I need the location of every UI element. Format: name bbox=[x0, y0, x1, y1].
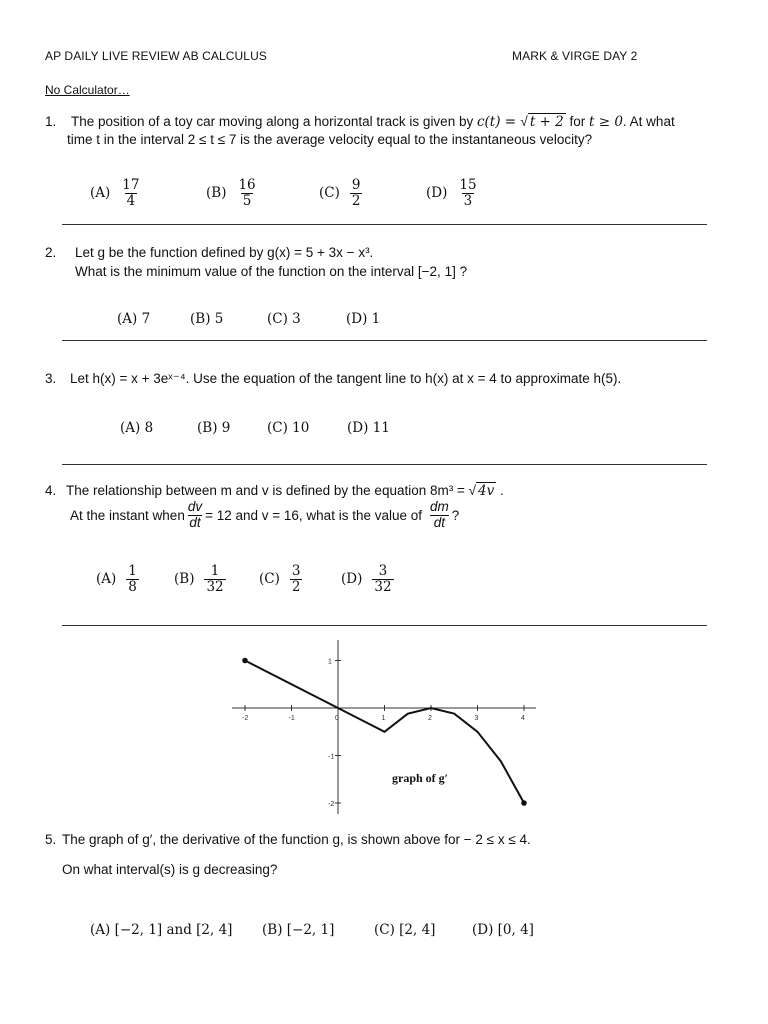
q5-choice-a: (A) [−2, 1] and [2, 4] bbox=[90, 922, 233, 938]
header-left: AP DAILY LIVE REVIEW AB CALCULUS bbox=[45, 49, 267, 63]
divider bbox=[62, 224, 707, 225]
q2-line2: What is the minimum value of the function on the interval [−2, 1] ? bbox=[75, 264, 468, 279]
q1-text-c: . At what bbox=[622, 114, 675, 129]
q5-number: 5. bbox=[45, 832, 57, 847]
q2-choice-c: (C) 3 bbox=[267, 311, 301, 327]
q4-line1 bbox=[66, 483, 504, 499]
q1-text-a: The position of a toy car moving along a horizontal track is given by bbox=[71, 114, 477, 129]
q3-line1: Let h(x) = x + 3eˣ⁻⁴. Use the equation of the tangent line to h(x) at x = 4 to approximate h(5). bbox=[70, 371, 622, 386]
denominator: dt bbox=[430, 515, 449, 531]
choice-label: (B) bbox=[174, 571, 195, 588]
q3-choice-a: (A) 8 bbox=[120, 420, 154, 436]
q2-choice-a: (A) 7 bbox=[117, 311, 151, 327]
q4-line2 bbox=[70, 500, 459, 531]
q4-choice-b bbox=[174, 564, 226, 595]
denominator: 5 bbox=[242, 192, 252, 209]
q3-number: 3. bbox=[45, 371, 57, 386]
q5-choice-d: (D) [0, 4] bbox=[472, 922, 534, 938]
denominator: 32 bbox=[206, 578, 224, 595]
q1-line2: time t in the interval 2 ≤ t ≤ 7 is the average velocity equal to the instantaneous velocity? bbox=[67, 132, 593, 147]
header-right: MARK & VIRGE DAY 2 bbox=[512, 49, 638, 63]
q4-text-b: . bbox=[496, 483, 504, 498]
choice-label: (A) bbox=[90, 185, 111, 202]
q5-line2: On what interval(s) is g decreasing? bbox=[62, 862, 278, 877]
choice-fraction bbox=[350, 178, 363, 209]
y-tick-label: 1 bbox=[328, 658, 332, 666]
q2-number: 2. bbox=[45, 245, 57, 260]
choice-label: (C) bbox=[319, 185, 340, 202]
choice-fraction bbox=[126, 564, 139, 595]
choice-fraction bbox=[457, 178, 478, 209]
x-tick-label: 3 bbox=[474, 715, 479, 722]
choice-label: (D) bbox=[426, 185, 448, 202]
choice-fraction bbox=[290, 564, 303, 595]
q1-choice-d bbox=[426, 178, 479, 209]
q4-sqrt-arg: 4v bbox=[478, 483, 495, 499]
q4-choice-d bbox=[341, 564, 394, 595]
denominator: 8 bbox=[128, 578, 137, 595]
q1-number: 1. bbox=[45, 114, 57, 129]
denominator: dt bbox=[189, 514, 201, 530]
denominator: 32 bbox=[374, 578, 392, 595]
q1-line1 bbox=[71, 114, 675, 130]
choice-fraction bbox=[120, 178, 141, 209]
q4-text-when: At the instant when bbox=[70, 507, 185, 523]
x-tick-label: 2 bbox=[428, 715, 432, 722]
numerator: 9 bbox=[351, 177, 361, 193]
subtitle: No Calculator… bbox=[45, 83, 130, 97]
denominator: 2 bbox=[351, 192, 361, 209]
x-tick-label: 1 bbox=[381, 715, 386, 722]
q2-choice-b: (B) 5 bbox=[190, 311, 224, 327]
graph-caption: graph of g′ bbox=[392, 771, 449, 785]
numerator: 3 bbox=[378, 563, 388, 579]
q4-text-a: The relationship between m and v is defined by the equation 8m³ = bbox=[66, 483, 469, 498]
numerator: 1 bbox=[210, 563, 220, 579]
q5-choice-b: (B) [−2, 1] bbox=[262, 922, 335, 938]
dm-dt-fraction bbox=[430, 500, 449, 531]
y-tick-label: -2 bbox=[328, 801, 335, 808]
choice-fraction bbox=[372, 564, 393, 595]
q2-line1: Let g be the function defined by g(x) = 5 + 3x − x³. bbox=[75, 245, 374, 260]
numerator: 15 bbox=[459, 177, 477, 193]
x-tick-label: -2 bbox=[242, 715, 249, 722]
numerator: dv bbox=[187, 499, 203, 514]
graph-axes bbox=[232, 640, 536, 814]
q4-text-question-mark: ? bbox=[451, 507, 460, 523]
denominator: 4 bbox=[126, 192, 136, 209]
x-tick-label: 0 bbox=[335, 715, 339, 722]
q1-choice-c bbox=[319, 178, 362, 209]
choice-label: (A) bbox=[96, 571, 117, 588]
q1-choice-a bbox=[90, 178, 141, 209]
x-tick-label: -1 bbox=[288, 715, 295, 722]
denominator: 3 bbox=[463, 192, 473, 209]
q3-choice-b: (B) 9 bbox=[197, 420, 231, 436]
numerator: 16 bbox=[238, 177, 256, 193]
q4-choice-c bbox=[259, 564, 302, 595]
choice-label: (B) bbox=[206, 185, 227, 202]
numerator: 1 bbox=[128, 563, 137, 579]
q4-sqrt: √ 4v bbox=[468, 483, 495, 499]
q1-sqrt: √ t + 2 bbox=[520, 114, 564, 130]
divider bbox=[62, 464, 707, 465]
choice-label: (D) bbox=[341, 571, 363, 588]
dv-dt-fraction bbox=[188, 500, 202, 531]
q2-choice-d: (D) 1 bbox=[346, 311, 381, 327]
q4-text-condition: = 12 and v = 16, what is the value of bbox=[205, 507, 422, 523]
denominator: 2 bbox=[291, 578, 301, 595]
q1-text-b: for bbox=[565, 114, 589, 129]
q1-choice-b bbox=[206, 178, 258, 209]
numerator: 3 bbox=[291, 563, 301, 579]
q4-choice-a bbox=[96, 564, 139, 595]
numerator: 17 bbox=[122, 177, 140, 193]
q4-number: 4. bbox=[45, 483, 57, 498]
q3-choice-d: (D) 11 bbox=[347, 420, 390, 436]
q1-sqrt-arg: t + 2 bbox=[529, 114, 564, 130]
divider bbox=[62, 340, 707, 341]
endpoint-dot bbox=[521, 800, 527, 806]
choice-fraction bbox=[204, 564, 225, 595]
g-prime-curve bbox=[245, 658, 524, 804]
q5-line1: The graph of g′, the derivative of the function g, is shown above for − 2 ≤ x ≤ 4. bbox=[62, 832, 531, 847]
choice-label: (C) bbox=[259, 571, 280, 588]
y-tick-label: -1 bbox=[328, 753, 335, 761]
q1-function: c(t) = bbox=[476, 114, 521, 130]
q5-choice-c: (C) [2, 4] bbox=[374, 922, 436, 938]
g-prime-graph bbox=[230, 638, 540, 818]
x-tick-label: 4 bbox=[521, 715, 525, 722]
q1-condition: t ≥ 0 bbox=[589, 114, 623, 130]
endpoint-dot bbox=[242, 658, 248, 664]
q3-choice-c: (C) 10 bbox=[267, 420, 310, 436]
divider bbox=[62, 625, 707, 626]
choice-fraction bbox=[236, 178, 257, 209]
numerator: dm bbox=[430, 499, 449, 514]
